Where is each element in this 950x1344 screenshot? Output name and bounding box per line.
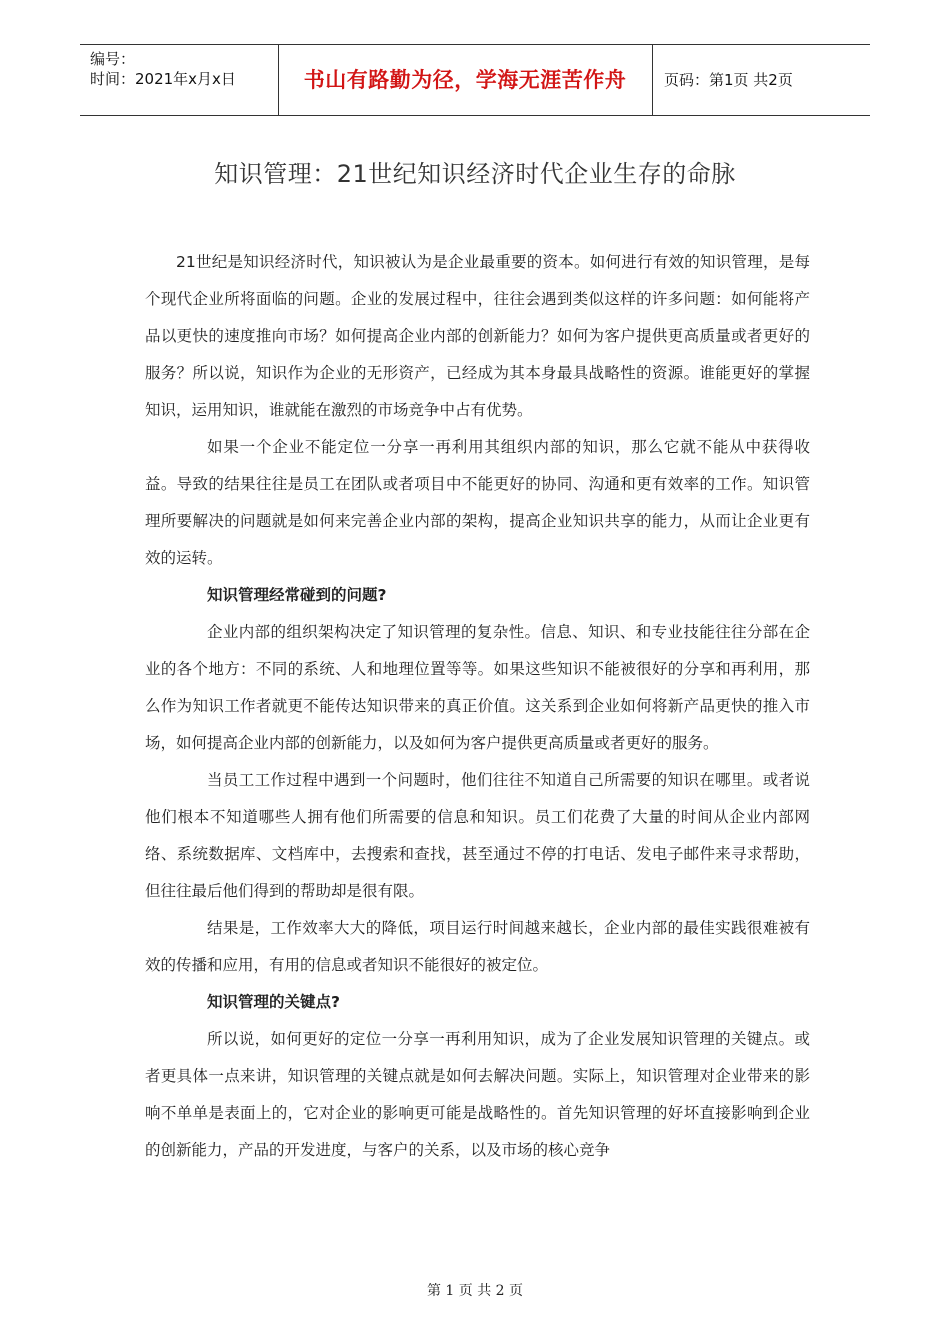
- body-paragraph: 结果是，工作效率大大的降低，项目运行时间越来越长，企业内部的最佳实践很难被有效的传播和应用，有用的信息或者知识不能很好的被定位。: [145, 919, 810, 974]
- body-paragraph: 如果一个企业不能定位一分享一再利用其组织内部的知识，那么它就不能从中获得收益。导致的结果往往是员工在团队或者项目中不能更好的协同、沟通和更有效率的工作。知识管理所要解决的问题就是如何来完善企业内部的架构，提高企业知识共享的能力，从而让企业更有效的运转。: [145, 438, 810, 567]
- section-heading: 知识管理的关键点?: [207, 993, 340, 1011]
- document-time-label: 时间：2021年x月x日: [90, 70, 236, 88]
- document-code-label: 编号：: [90, 50, 136, 68]
- header-page-info: 页码：第1页 共2页: [664, 71, 793, 89]
- header-motto: 书山有路勤为径，学海无涯苦作舟: [303, 68, 627, 92]
- body-paragraph: 21世纪是知识经济时代，知识被认为是企业最重要的资本。如何进行有效的知识管理，是每个现代企业所将面临的问题。企业的发展过程中，往往会遇到类似这样的许多问题：如何能将产品以更快的速度推向市场？如何提高企业内部的创新能力？如何为客户提供更高质量或者更好的服务？所以说，知识作为企业的无形资产，已经成为其本身最具战略性的资源。谁能更好的掌握知识，运用知识，谁就能在激烈的市场竞争中占有优势。: [145, 253, 810, 419]
- body-paragraph: 当员工工作过程中遇到一个问题时，他们往往不知道自己所需要的知识在哪里。或者说他们根本不知道哪些人拥有他们所需要的信息和知识。员工们花费了大量的时间从企业内部网络、系统数据库、文档库中，去搜索和查找，甚至通过不停的打电话、发电子邮件来寻求帮助，但往往最后他们得到的帮助却是很有限。: [145, 771, 810, 900]
- header-divider-right: [652, 45, 653, 115]
- document-title: 知识管理：21世纪知识经济时代企业生存的命脉: [214, 160, 736, 188]
- page-footer: 第 1 页 共 2 页: [426, 1283, 524, 1299]
- body-paragraph: 所以说，如何更好的定位一分享一再利用知识，成为了企业发展知识管理的关键点。或者更具体一点来讲，知识管理的关键点就是如何去解决问题。实际上，知识管理对企业带来的影响不单单是表面上的，它对企业的影响更可能是战略性的。首先知识管理的好坏直接影响到企业的创新能力，产品的开发进度，与客户的关系，以及市场的核心竞争: [145, 1030, 810, 1159]
- page-header: [80, 44, 870, 116]
- section-heading: 知识管理经常碰到的问题?: [207, 586, 387, 604]
- document-body: [145, 244, 810, 1169]
- header-meta: [90, 49, 236, 89]
- body-paragraph: 企业内部的组织架构决定了知识管理的复杂性。信息、知识、和专业技能往往分部在企业的各个地方：不同的系统、人和地理位置等等。如果这些知识不能被很好的分享和再利用，那么作为知识工作者就更不能传达知识带来的真正价值。这关系到企业如何将新产品更快的推入市场，如何提高企业内部的创新能力，以及如何为客户提供更高质量或者更好的服务。: [145, 623, 810, 752]
